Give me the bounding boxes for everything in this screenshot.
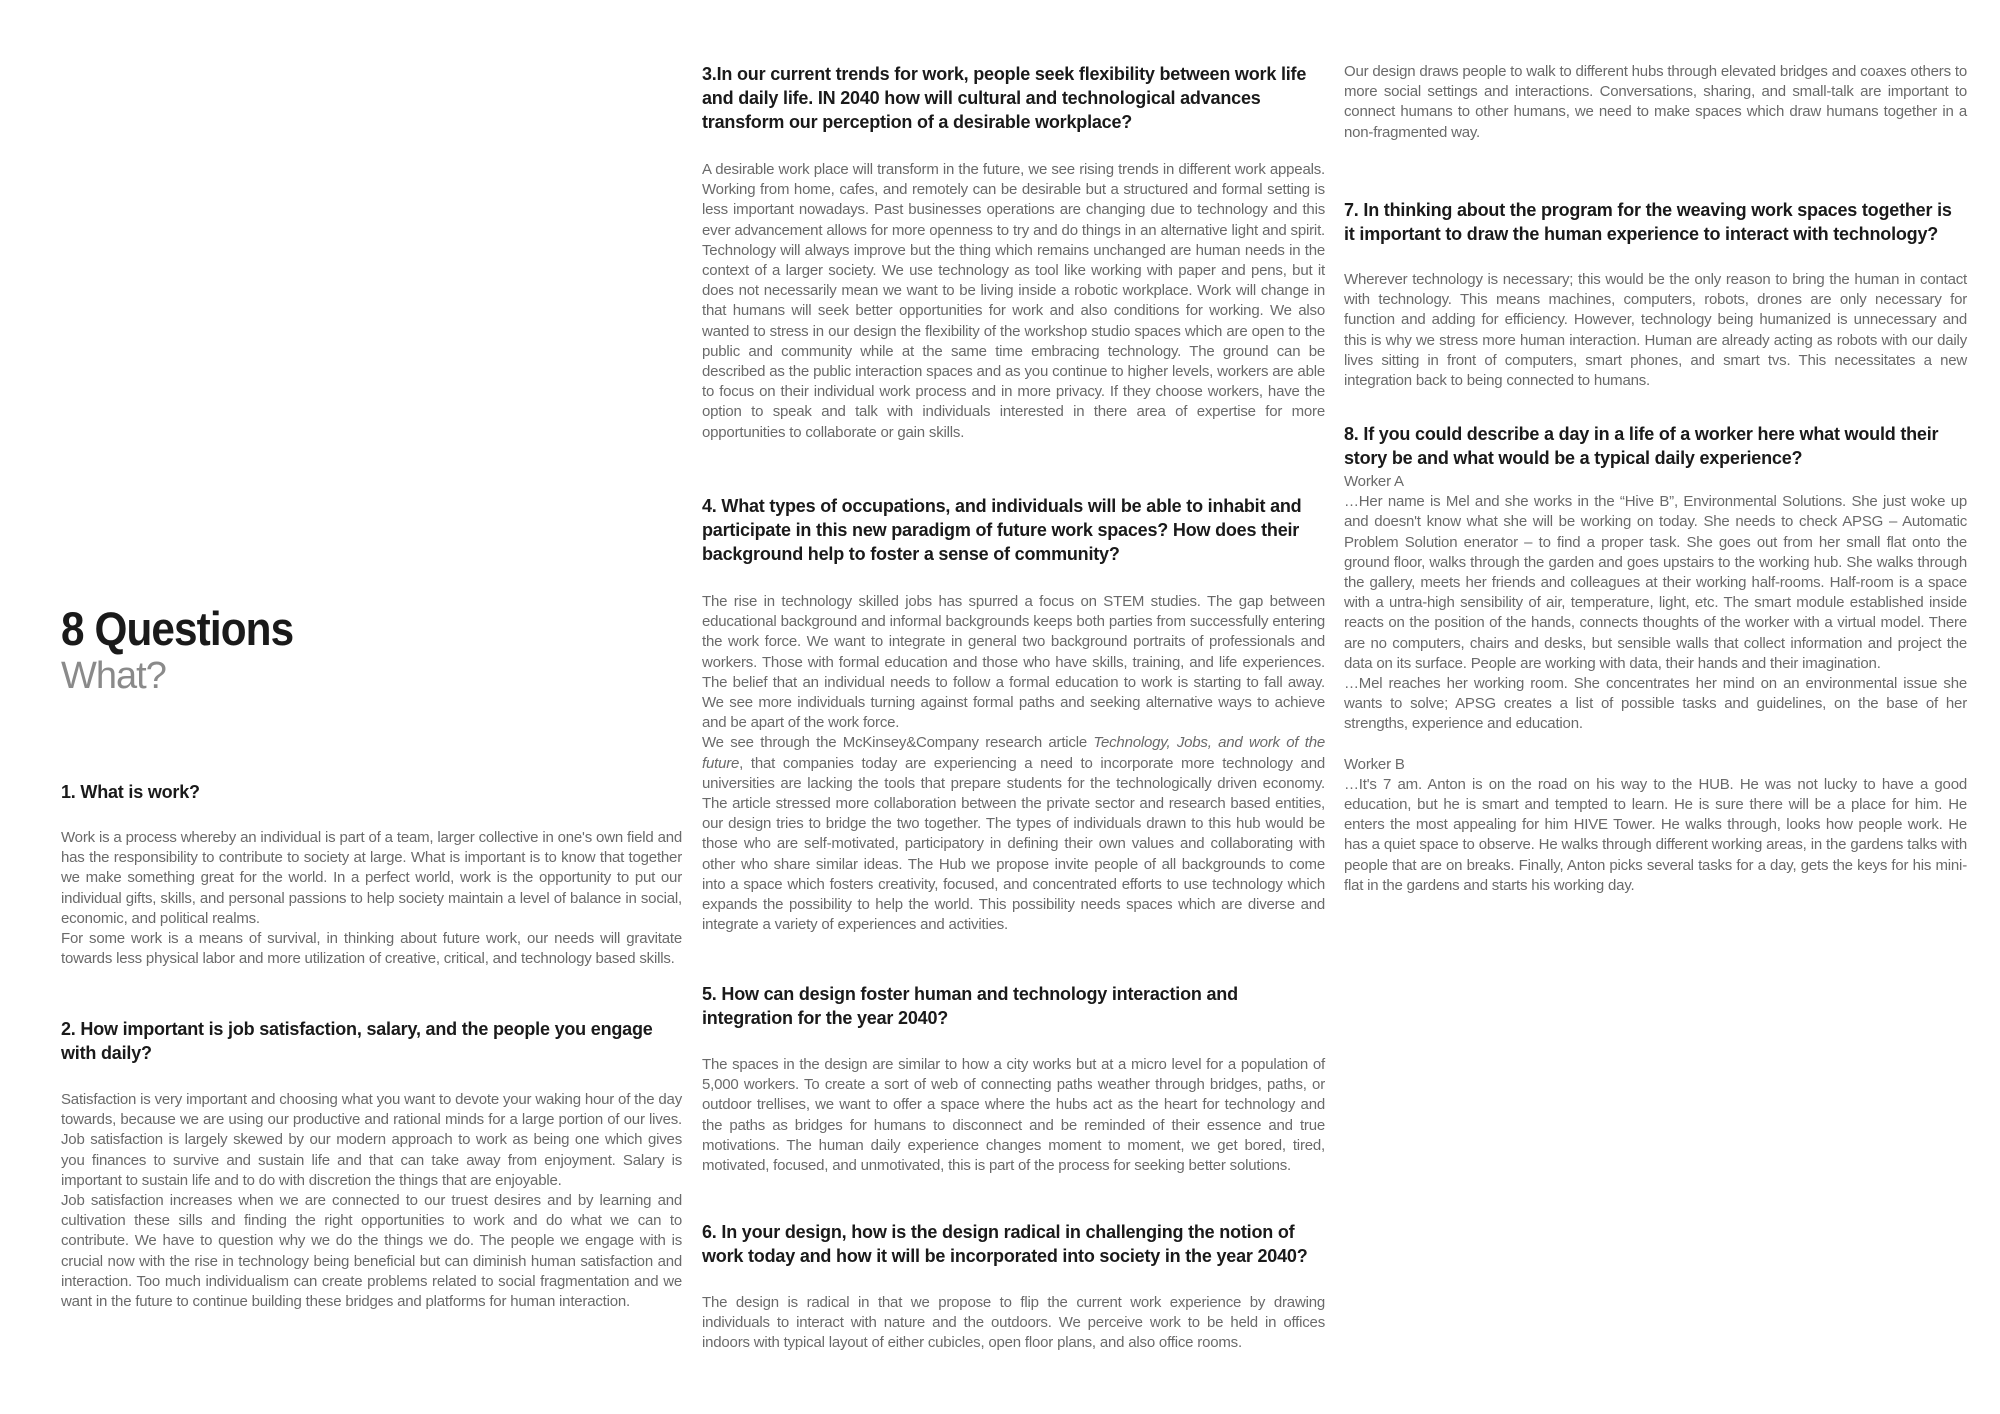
question-6-section <box>702 1220 1325 1268</box>
page-subtitle: What? <box>61 655 166 697</box>
answer-4 <box>702 592 1325 935</box>
question-5-heading: 5. How can design foster human and technology interaction and integration for the year 2040? <box>702 984 1238 1028</box>
question-4-heading: 4. What types of occupations, and individuals will be able to inhabit and participate in this new paradigm of future work spaces? How does their background help to foster a sense of community? <box>702 496 1302 564</box>
page-title: 8 Questions <box>61 602 294 655</box>
answer-2-para-1: Satisfaction is very important and choosing what you want to devote your waking hour of the day towards, because we are using our productive and rational minds for a large portion of our lives. Job satisfaction is largely skewed by our modern approach to work as being one which gives you finances to survive and sustain life and that can take away from enjoyment. Salary is important to sustain life and to do with discretion the things that are enjoyable. <box>61 1091 682 1189</box>
answer-7 <box>1344 270 1967 391</box>
question-7-heading: 7. In thinking about the program for the weaving work spaces together is it important to draw the human experience to interact with technology? <box>1344 200 1952 244</box>
question-2-section <box>61 1017 682 1065</box>
answer-2 <box>61 1090 682 1312</box>
worker-a-label: Worker A <box>1344 473 1404 490</box>
question-3-heading: 3.In our current trends for work, people seek flexibility between work life and daily life. IN 2040 how will cultural and technological advances transform our perception of a desirable workplace? <box>702 64 1307 132</box>
answer-4-para-1: The rise in technology skilled jobs has spurred a focus on STEM studies. The gap between educational background and informal backgrounds keeps both parties from successfully entering the work force. We want to integrate in general two background portraits of professionals and workers. Those with formal education and those who have skills, training, and life experiences. The belief that an individual needs to follow a formal education to work is starting to fall away. We see more individuals turning against formal paths and seeking alternative ways to achieve and be apart of the work force. <box>702 593 1325 732</box>
answer-6 <box>702 1293 1325 1354</box>
answer-6-para-1: The design is radical in that we propose to flip the current work experience by drawing individuals to interact with nature and the outdoors. We perceive work to be held in offices indoors with typical layout of either cubicles, open floor plans, and also office rooms. <box>702 1294 1325 1352</box>
answer-1-para-2: For some work is a means of survival, in thinking about future work, our needs will gravitate towards less physical labor and more utilization of creative, critical, and technology based skills. <box>61 930 682 968</box>
answer-4-para-2-pre: We see through the McKinsey&Company research article <box>702 734 1094 752</box>
worker-a-story-2: …Mel reaches her working room. She concentrates her mind on an environmental issue she wants to solve; APSG creates a list of possible tasks and guidelines, on the base of her strengths, experience and education. <box>1344 675 1967 733</box>
question-8-heading: 8. If you could describe a day in a life of a worker here what would their story be and what would be a typical daily experience? <box>1344 424 1939 468</box>
question-4-section <box>702 494 1325 566</box>
answer-3 <box>702 160 1325 443</box>
answer-1-para-1: Work is a process whereby an individual is part of a team, larger collective in one's own field and has the responsibility to contribute to society at large. What is important is to know that together we make something great for the world. In a perfect world, work is the opportunity to put our individual gifts, skills, and personal passions to help society maintain a level of balance in social, economic, and political realms. <box>61 829 682 927</box>
worker-b-label: Worker B <box>1344 755 1405 773</box>
answer-7-para-1: Wherever technology is necessary; this would be the only reason to bring the human in contact with technology. This means machines, computers, robots, drones are only necessary for function and adding for efficiency. However, technology being humanized is unnecessary and this is why we stress more human interaction. Human are already acting as robots with our daily lives sitting in front of computers, smart phones, and smart tvs. This necessitates a new integration back to being connected to humans. <box>1344 271 1967 390</box>
question-1-heading: 1. What is work? <box>61 782 200 802</box>
answer-4-para-2-post: , that companies today are experiencing a need to incorporate more technology and universities are lacking the tools that prepare students for the technologically driven economy. The article stressed more collaboration between the private sector and research based entities, our design tries to bridge the two together. The types of individuals drawn to this hub would be those who are self-motivated, participatory in defining their own values and collaborating with other who share similar ideas. The Hub we propose invite people of all backgrounds to come into a space which fosters creativity, focused, and concentrated efforts to use technology which expands the possibility to help the world. This possibility needs spaces which are diverse and integrate a variety of experiences and activities. <box>702 754 1325 934</box>
question-1-section <box>61 780 682 804</box>
answer-3-para-1: A desirable work place will transform in the future, we see rising trends in different work appeals. Working from home, cafes, and remotely can be desirable but a structured and formal setting is less important nowadays. Past businesses operations are changing due to technology and this ever advancement allows for more openness to try and do things in an alternative light and spirit. Technology will always improve but the thing which remains unchanged are human needs in the context of a larger society. We use technology as tool like working with paper and pens, but it does not necessarily mean we want to be living inside a robotic workplace. Work will change in that humans will seek better opportunities for work and also conditions for working. We also wanted to stress in our design the flexibility of the workshop studio spaces which are open to the public and community while at the same time embracing technology. The ground can be described as the public interaction spaces and as you continue to higher levels, workers are able to focus on their individual work process and in more privacy. If they choose workers, have the option to speak and talk with individuals interested in there area of expertise for more opportunities to collaborate or gain skills. <box>702 161 1325 441</box>
question-6-heading: 6. In your design, how is the design radical in challenging the notion of work today and how it will be incorporated into society in the year 2040? <box>702 1222 1308 1266</box>
question-3-section <box>702 62 1325 134</box>
title-block <box>61 603 661 697</box>
question-2-heading: 2. How important is job satisfaction, salary, and the people you engage with daily? <box>61 1019 653 1063</box>
answer-5-para-1: The spaces in the design are similar to how a city works but at a micro level for a population of 5,000 workers. To create a sort of web of connecting paths weather through bridges, paths, or outdoor trellises, we want to offer a space where the hubs act as the heart for technology and the paths as bridges for humans to disconnect and be reminded of their essence and true motivations. The human daily experience changes moment to moment, we get bored, tired, motivated, focused, and unmotivated, this is part of the process for seeking better solutions. <box>702 1056 1325 1175</box>
article-title: Technology, Jobs, and work of the future <box>702 734 1325 772</box>
worker-a-story-1: …Her name is Mel and she works in the “Hive B”, Environmental Solutions. She just woke up and doesn't know what she will be working on today. She needs to check APSG – Automatic Problem Solution enerator – to find a proper task. She goes out from her small flat onto the ground floor, walks through the garden and goes upstairs to the working hub. She walks through the gallery, meets her friends and colleagues at their working half-rooms. Half-room is a space with a untra-high sensibility of air, temperature, light, etc. The smart module established inside reacts on the position of the hands, connects thoughts of the worker with a virtual model. There are no computers, chairs and desks, but sensible walls that collect information and project the data on its surface. People are working with data, their hands and their imagination. <box>1344 493 1967 672</box>
answer-6-continuation: Our design draws people to walk to different hubs through elevated bridges and coaxes others to more social settings and interactions. Conversations, sharing, and small-talk are important to connect humans to other humans, we need to make spaces which draw humans together in a non-fragmented way. <box>1344 63 1967 141</box>
question-7-section <box>1344 198 1967 246</box>
answer-2-para-2: Job satisfaction increases when we are connected to our truest desires and by learning and cultivation these sills and finding the right opportunities to work and do what we can to contribute. We have to question why we do the things we do. The people we engage with is crucial now with the rise in technology being beneficial but can diminish human satisfaction and interaction. Too much individualism can create problems related to social fragmentation and we want in the future to continue building these bridges and platforms for human interaction. <box>61 1192 682 1311</box>
answer-6-continued <box>1344 62 1967 143</box>
answer-1 <box>61 828 682 969</box>
question-5-section <box>702 982 1325 1030</box>
answer-4-para-2 <box>702 733 1325 935</box>
answer-8 <box>1344 472 1967 896</box>
question-8-section <box>1344 422 1967 470</box>
worker-b-story-1: …It's 7 am. Anton is on the road on his way to the HUB. He was not lucky to have a good education, but he is smart and tempted to learn. He is sure there will be a place for him. He enters the most appealing for him HIVE Tower. He walks through, looks how people work. He has a quiet space to observe. He walks through different working areas, in the gardens talks with people that are on breaks. Finally, Anton picks several tasks for a day, gets the keys for his mini-flat in the gardens and starts his working day. <box>1344 775 1967 894</box>
answer-5 <box>702 1055 1325 1176</box>
